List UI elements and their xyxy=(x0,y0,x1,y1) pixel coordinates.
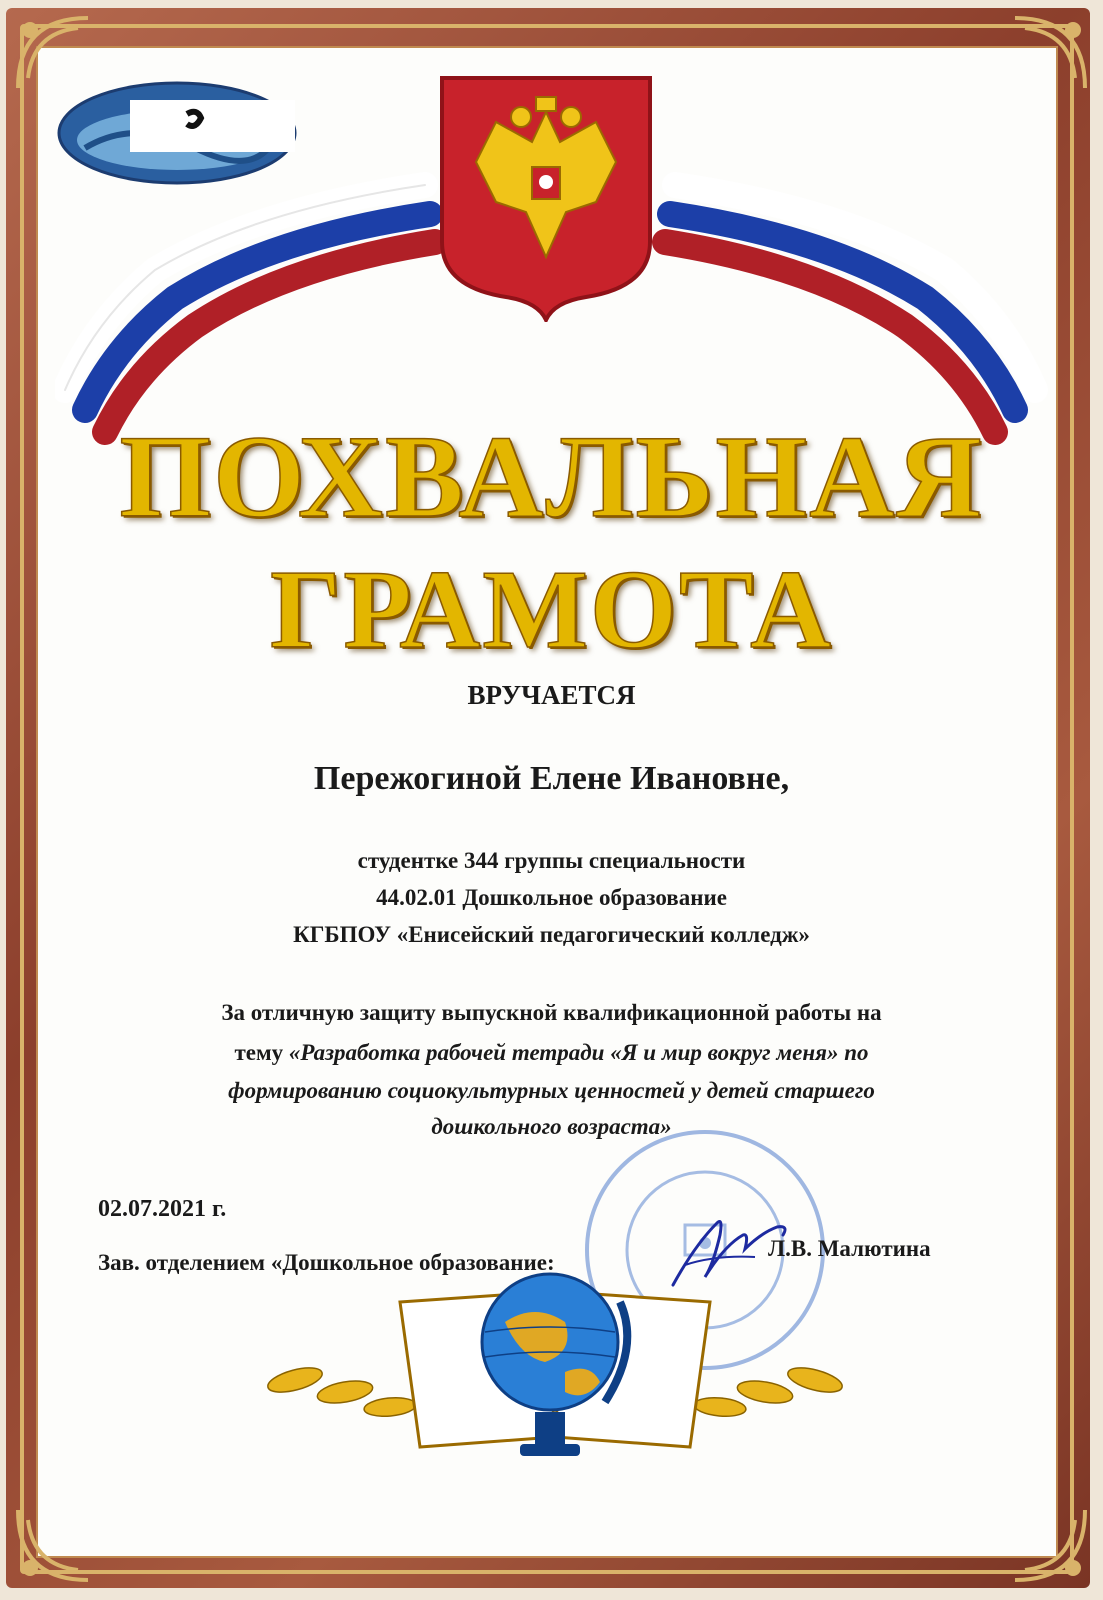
signature-name: Л.В. Малютина xyxy=(768,1236,931,1261)
title-line1: ПОХВАЛЬНАЯ xyxy=(119,411,984,542)
reason-line-2-prefix: тему xyxy=(234,1040,289,1065)
reason-line-1: За отличную защиту выпускной квалификационной работы на xyxy=(221,1000,882,1025)
corner-ornament-top-right xyxy=(1005,8,1095,98)
signature-role: Зав. отделением «Дошкольное образование: xyxy=(98,1250,555,1275)
recipient-name: Пережогиной Елене Ивановне, xyxy=(313,760,790,797)
coat-of-arms-emblem xyxy=(436,72,656,322)
reason-line-2 xyxy=(0,1040,1103,1066)
reason-line-2-italic: «Разработка рабочей тетради «Я и мир вокруг меня» по xyxy=(288,1040,869,1065)
detail-line-1: студентке 344 группы специальности xyxy=(357,848,746,873)
detail-line-3: КГБПОУ «Енисейский педагогический колледж» xyxy=(293,922,810,947)
detail-line-2: 44.02.01 Дошкольное образование xyxy=(376,885,727,910)
reason-line-3: формированию социокультурных ценностей у детей старшего xyxy=(228,1078,875,1103)
reason-line-4: дошкольного возраста» xyxy=(431,1114,672,1139)
issue-date: 02.07.2021 г. xyxy=(98,1196,227,1222)
corner-ornament-bottom-right xyxy=(1005,1500,1095,1590)
awarded-label: ВРУЧАЕТСЯ xyxy=(467,680,636,710)
globe-book-decoration xyxy=(235,1262,875,1477)
corner-ornament-bottom-left xyxy=(8,1500,98,1590)
title-line2: ГРАМОТА xyxy=(269,548,834,672)
